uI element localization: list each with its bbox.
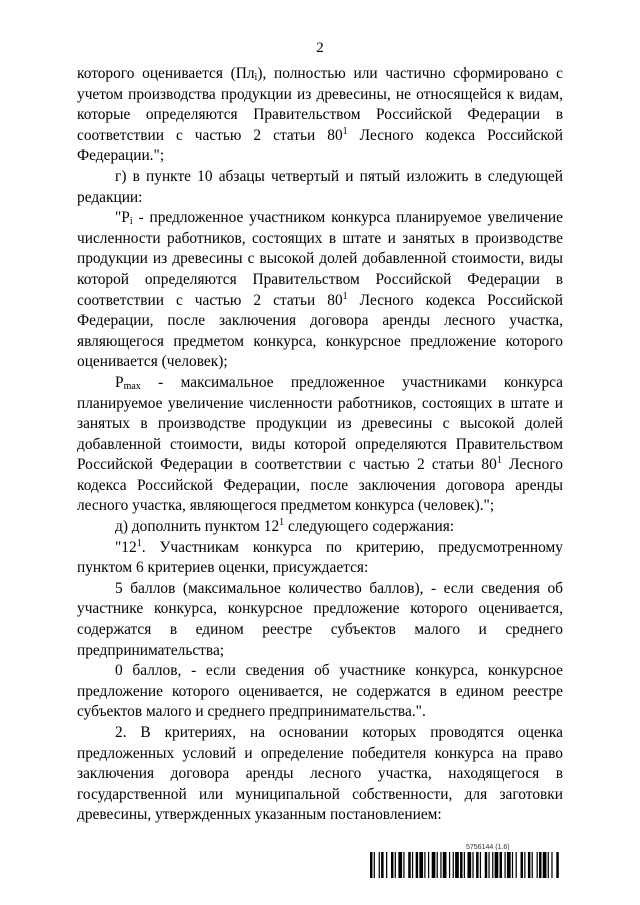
barcode-bar [500, 852, 502, 878]
barcode-bar [528, 852, 530, 878]
barcode-bar [485, 852, 487, 878]
barcode-bar [488, 852, 489, 878]
superscript: 1 [342, 125, 348, 137]
barcode-bar [548, 852, 549, 878]
text-segment: г) в пункте 10 абзацы четвертый и пятый изложить в следующей редакции: [77, 167, 563, 206]
paragraph [77, 723, 563, 826]
barcode-bar [416, 852, 418, 878]
barcode-bar [516, 852, 517, 878]
subscript: max [123, 380, 141, 392]
text-segment: д) дополнить пунктом 12 [115, 518, 280, 536]
barcode-bar [395, 852, 396, 878]
barcode-bar [476, 852, 478, 878]
barcode-bar [467, 852, 471, 878]
subscript: i [254, 72, 258, 83]
barcode-bar [391, 852, 393, 878]
text-segment: следующего содержания: [284, 518, 455, 536]
barcode-bar [492, 852, 493, 878]
barcode-bar [381, 852, 383, 878]
text-segment: 5 баллов (максимальное количество баллов), - если сведения об участнике конкурса, конкурсное предложение которого оценивается, содержатся в едином реестре субъектов малого и среднего предпринимательства; [77, 579, 563, 659]
barcode-bar [524, 852, 525, 878]
barcode-bar [539, 852, 541, 878]
text-segment: - предложенное участником конкурса планируемое увеличение численности работников, состоящих в штате и занятых в производстве продукции из древесины с высокой долей добавленной стоимости, виды которой определяются Правительством Российской Федерации в соответствии с частью 2 статьи 80 [77, 209, 563, 309]
barcode-bar [455, 852, 459, 878]
text-segment: 2. В критериях, на основании которых проводятся оценка предложенных условий и определение победителя конкурса на право заключения договора аренды лесного участка, находящегося в государственной или муниципальной собственности, для заготовки древесины, утвержденных указанным постановлением: [77, 724, 563, 824]
paragraph [77, 538, 563, 579]
document-body [77, 64, 563, 826]
barcode-bar [440, 852, 441, 878]
barcode-bar [443, 852, 447, 878]
barcode-bar [403, 852, 404, 878]
text-segment: которого оценивается (Пл [77, 65, 255, 82]
barcode-bar [512, 852, 513, 878]
page-number: 2 [316, 40, 324, 56]
superscript: 1 [342, 290, 348, 302]
barcode-bar [379, 852, 380, 878]
barcode-bar [504, 852, 505, 878]
text-segment: "12 [115, 538, 137, 556]
text-segment: 0 баллов, - если сведения об участнике конкурса, конкурсное предложение которого оценивается, не содержатся в едином реестре субъектов малого и среднего предпринимательства.". [77, 662, 563, 721]
barcode-bar [453, 852, 454, 878]
barcode-bar [432, 852, 436, 878]
barcode-bar [437, 852, 438, 878]
barcode-bar [460, 852, 462, 878]
barcode-bar [532, 852, 533, 878]
barcode-bar [507, 852, 511, 878]
barcode-bar [398, 852, 402, 878]
barcode-bar [408, 852, 410, 878]
text-segment: ), полностью или частично сформировано с учетом производства продукции из древесины, не относящейся к видам, которые определяются Правительством Российской Федерации в соответствии с частью 2 статьи 80 [77, 65, 563, 144]
barcode-bar [521, 852, 523, 878]
text-segment: "P [115, 209, 130, 227]
barcode-bar [424, 852, 425, 878]
superscript: 1 [279, 517, 285, 529]
paragraph [77, 517, 563, 538]
barcode-bar [556, 852, 558, 878]
text-segment: Лесного кодекса Российской Федерации, после заключения договора аренды лесного участка, являющегося предметом конкурса (человек)."; [77, 456, 563, 515]
barcode-bar [537, 852, 538, 878]
paragraph [77, 64, 563, 167]
paragraph [77, 167, 563, 208]
barcode-bar [419, 852, 423, 878]
text-segment: - максимальное предложенное участниками конкурса планируемое увеличение численности работников, состоящих в штате и занятых в производстве продукции из древесины с высокой долей добавленной стоимости, виды которой определяются Правительством Российской Федерации в соответствии с частью 2 статьи 80 [77, 373, 563, 474]
superscript: 1 [496, 455, 502, 467]
paragraph [77, 373, 563, 517]
text-segment: . Участникам конкурса по критерию, предусмотренному пунктом 6 критериев оценки, присуждается: [77, 538, 563, 577]
text-segment: Лесного кодекса Российской Федерации."; [77, 126, 563, 165]
barcode-bar [374, 852, 375, 878]
text-segment: P [115, 373, 124, 391]
barcode-bar [412, 852, 413, 878]
text-segment: Лесного кодекса Российской Федерации, после заключения договора аренды лесного участка, являющегося предметом конкурса, конкурсное предложение которого оценивается (человек); [77, 291, 563, 371]
barcode-bar [480, 852, 481, 878]
barcode-bar [551, 852, 552, 878]
barcode-bar [464, 852, 465, 878]
barcode-bar [543, 852, 547, 878]
barcode-bar [472, 852, 473, 878]
document-code: 5756144 (1.6) [466, 844, 510, 851]
paragraph [77, 208, 563, 373]
barcode-bar [495, 852, 499, 878]
barcode-bar [370, 852, 372, 878]
barcode-bar [449, 852, 450, 878]
barcode [370, 852, 560, 878]
paragraph [77, 661, 563, 723]
paragraph [77, 579, 563, 661]
barcode-bar [428, 852, 429, 878]
barcode-bar [386, 852, 387, 878]
superscript: 1 [136, 537, 142, 549]
subscript: i [129, 216, 133, 228]
